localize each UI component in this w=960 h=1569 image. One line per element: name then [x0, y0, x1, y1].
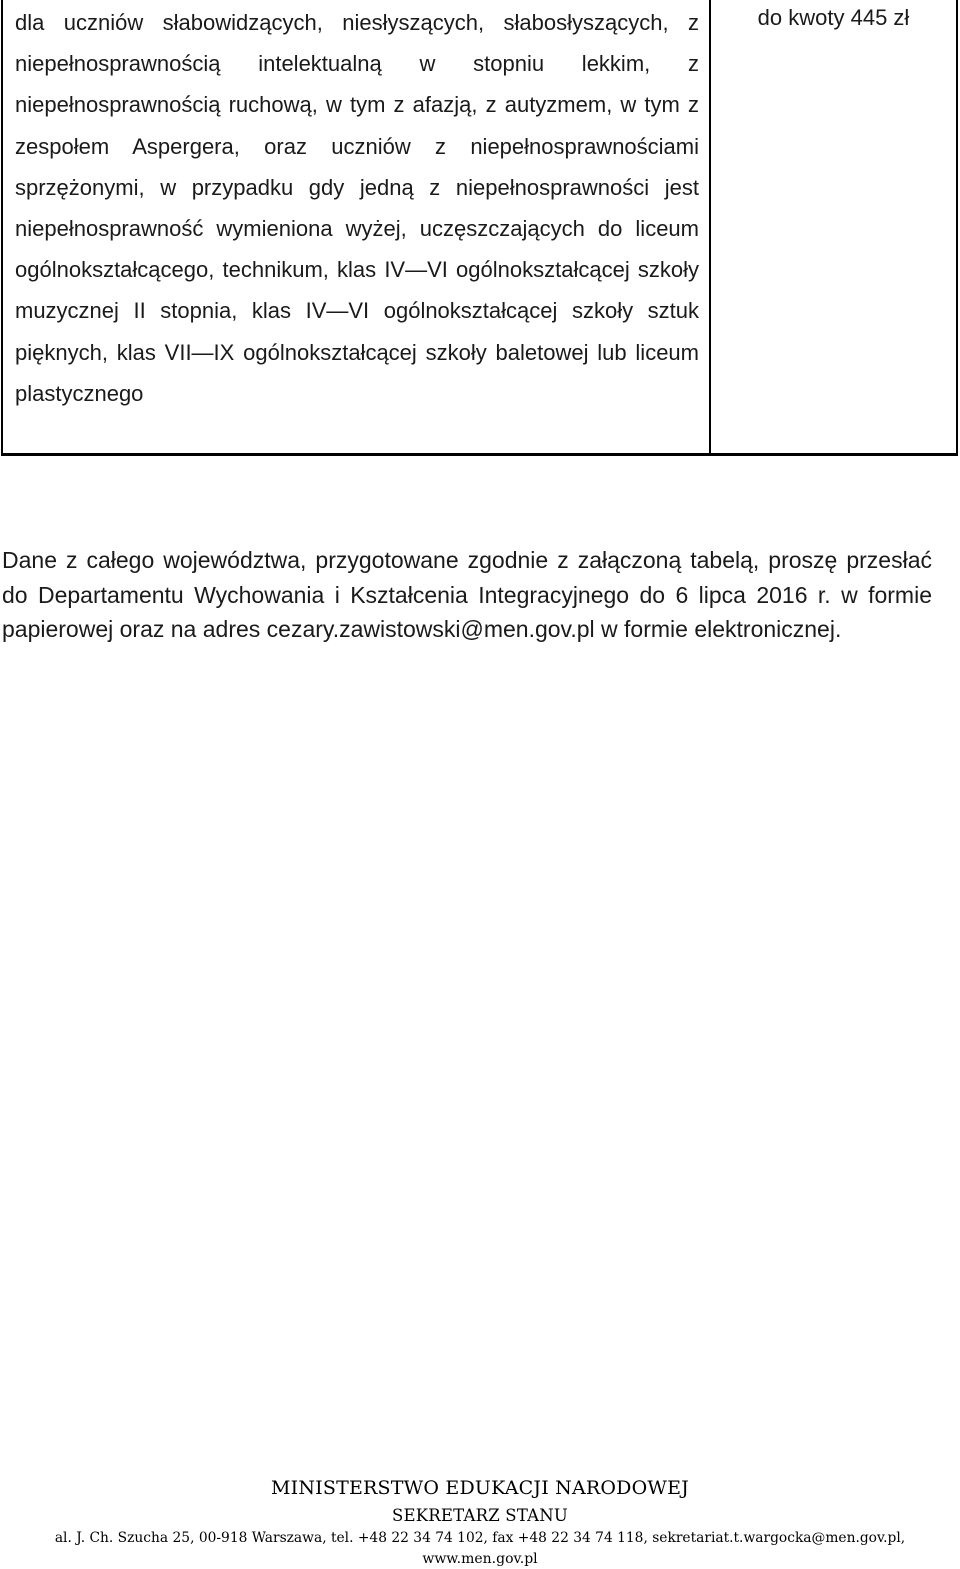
- ministry-name: MINISTERSTWO EDUKACJI NARODOWEJ: [270, 1477, 689, 1499]
- amount-cell: [710, 0, 957, 455]
- contact-address: al. J. Ch. Szucha 25, 00-918 Warszawa, tel. +48 22 34 74 102, fax +48 22 34 74 118, sekretariat.t.wargocka@men.gov.pl,: [54, 1530, 906, 1546]
- description-text: dla uczniów słabowidzących, niesłyszących, słabosłyszących, z niepełnosprawnością intelektualną w stopniu lekkim, z niepełnosprawnością ruchową, w tym z afazją, z autyzmem, w tym z zespołem Aspergera, oraz uczniów z niepełnosprawnościami sprzężonymi, w przypadku gdy jedną z niepełnosprawności jest niepełnosprawność wymieniona wyżej, uczęszczających do liceum ogólnokształcącego, technikum, klas IV—VI ogólnokształcącej szkoły muzycznej II stopnia, klas IV—VI ogólnokształcącej szkoły sztuk pięknych, klas VII—IX ogólnokształcącej szkoły baletowej lub liceum plastycznego: [15, 10, 699, 406]
- table-row: [2, 0, 957, 455]
- website-link[interactable]: www.men.gov.pl: [422, 1551, 538, 1567]
- letterhead-footer: [0, 1472, 960, 1569]
- office-role: SEKRETARZ STANU: [392, 1506, 568, 1525]
- instruction-paragraph: Dane z całego województwa, przygotowane zgodnie z załączoną tabelą, proszę przesłać do Departamentu Wychowania i Kształcenia Integracyjnego do 6 lipca 2016 r. w formie papierowej oraz na adres cezary.zawistowski@men.gov.pl w formie elektronicznej.: [2, 547, 932, 642]
- description-cell: [2, 0, 710, 455]
- allowance-table: [1, 0, 958, 456]
- amount-text: do kwoty 445 zł: [757, 5, 910, 30]
